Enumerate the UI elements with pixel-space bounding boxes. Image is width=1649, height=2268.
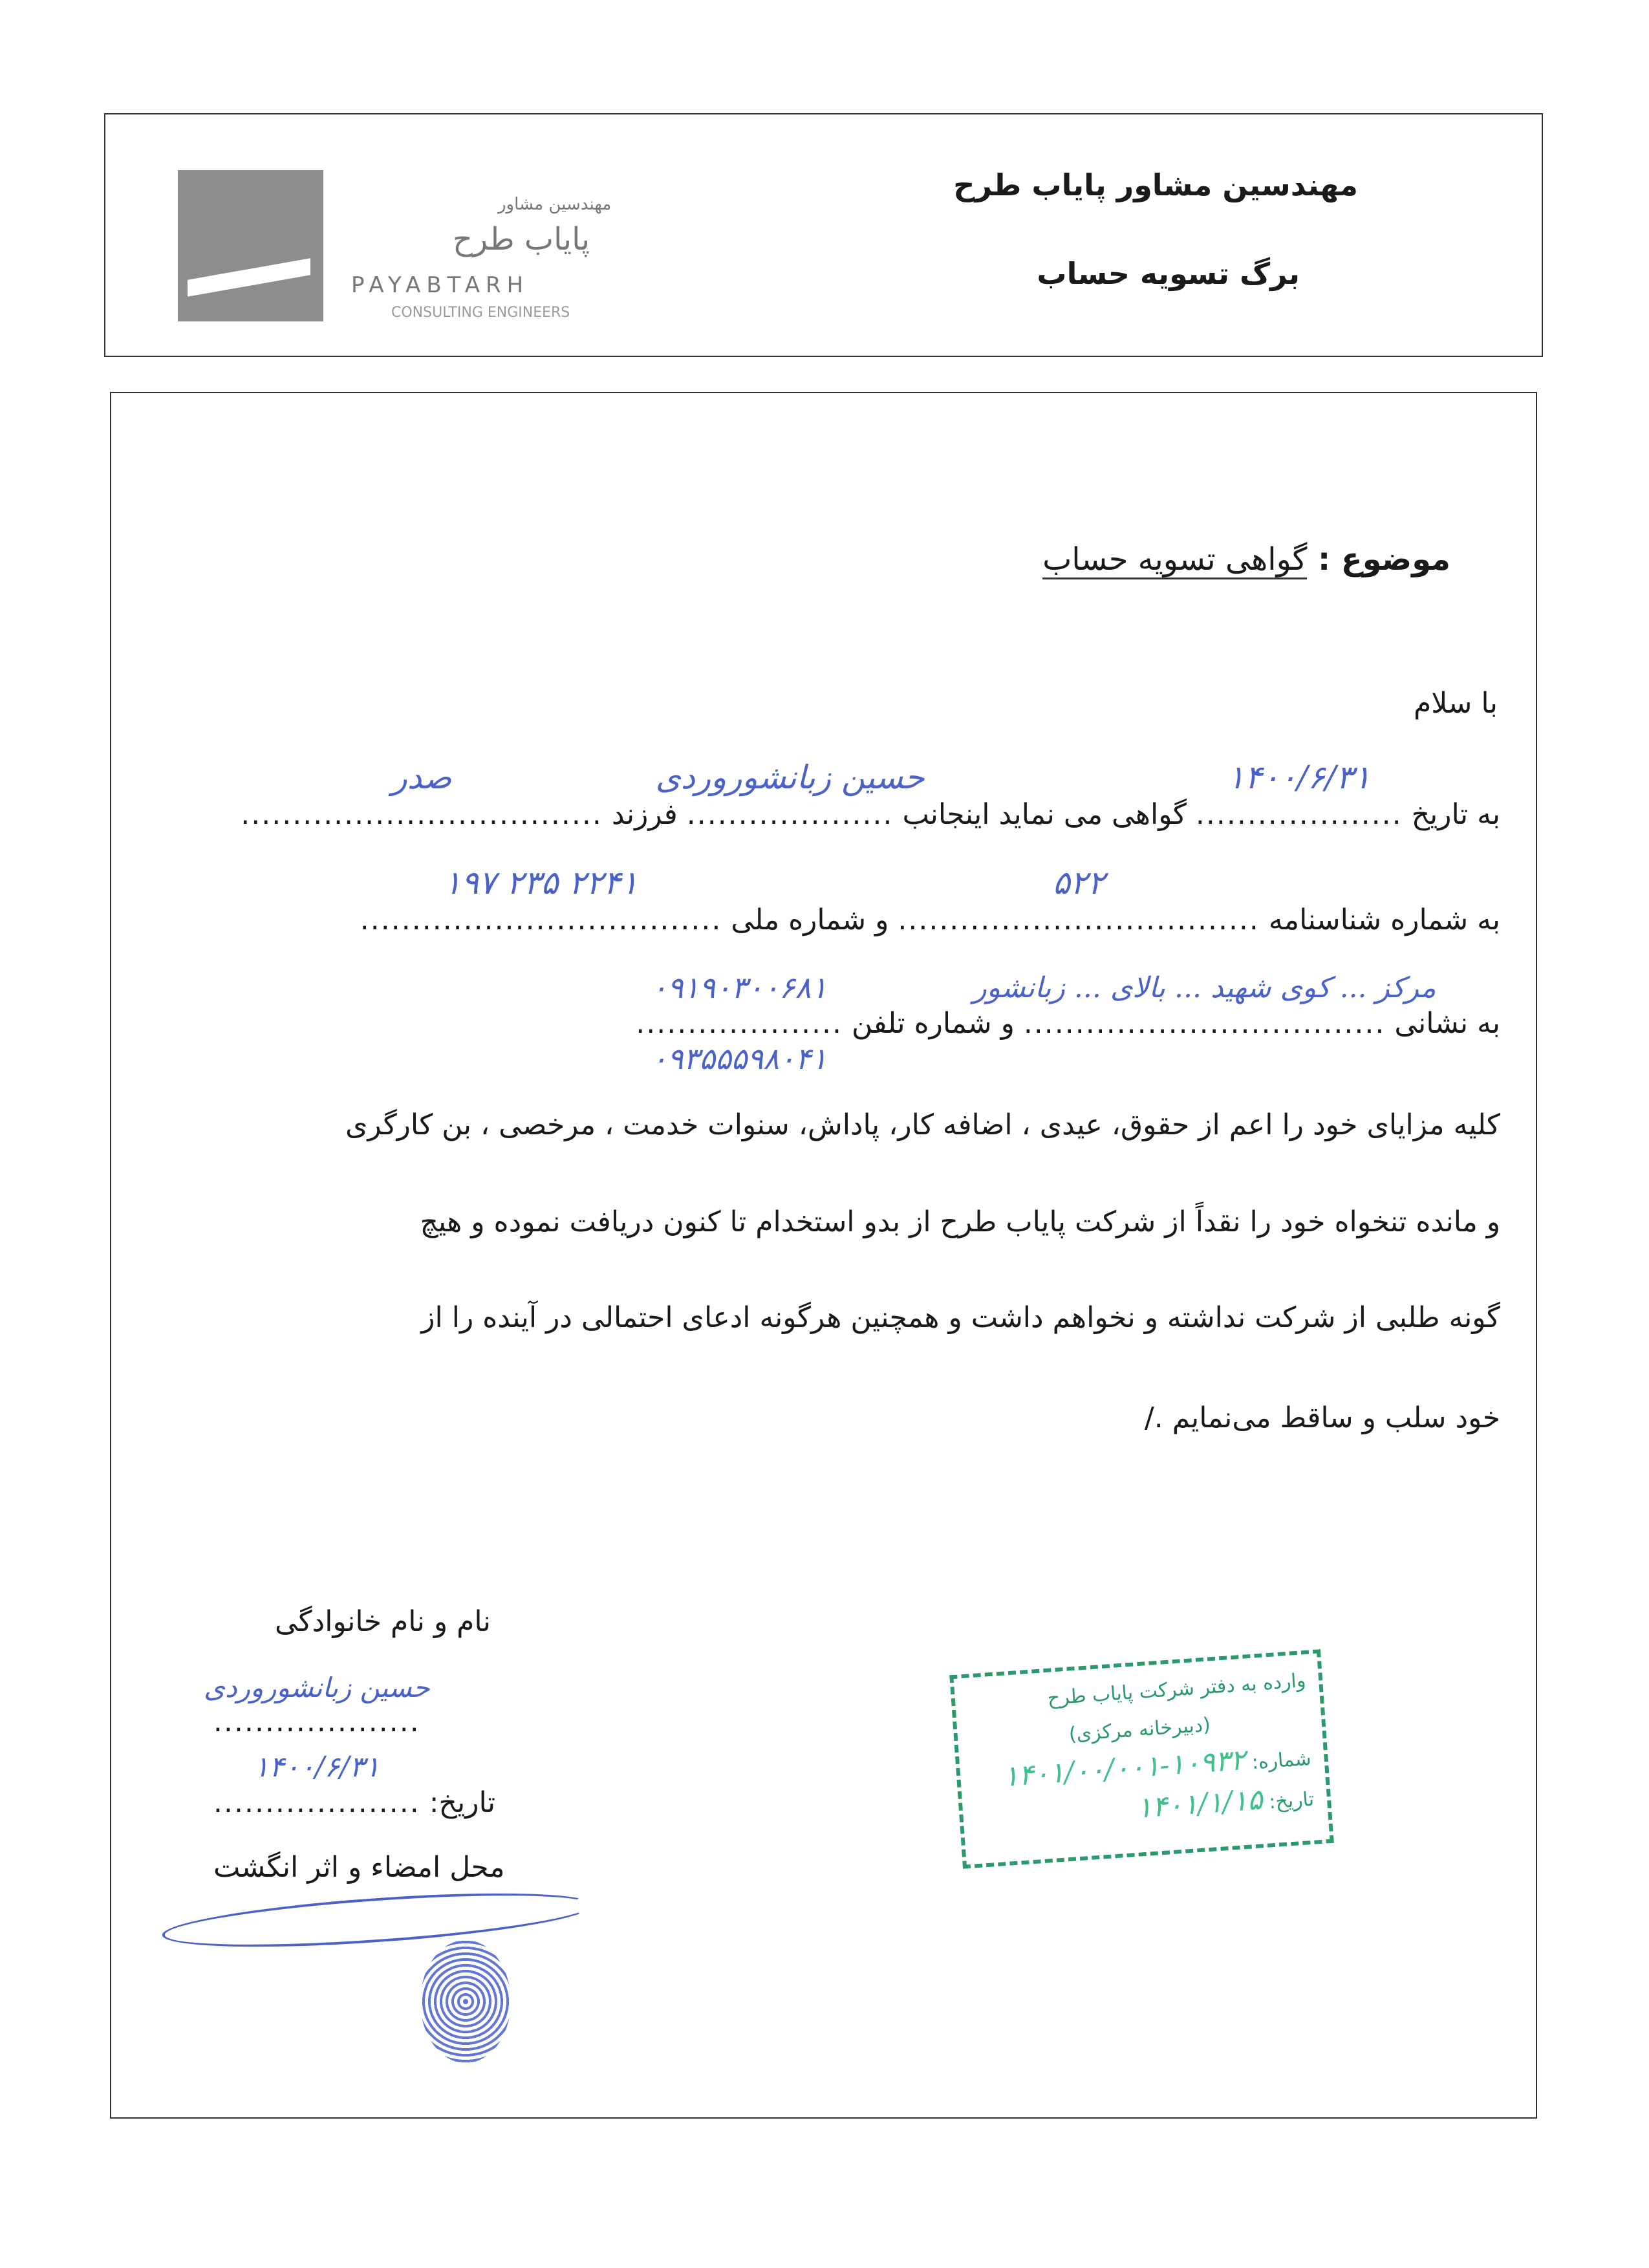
label-address: به نشانی xyxy=(1394,1007,1500,1040)
field-name: .................... xyxy=(686,798,894,831)
line-address xyxy=(636,969,1500,1076)
subject-label: موضوع : xyxy=(1318,541,1450,578)
field-date: .................... xyxy=(1195,798,1403,831)
hw-phone2: ۰۹۳۵۵۵۹۸۰۴۱ xyxy=(651,1041,828,1076)
signature-name-line xyxy=(204,1671,430,1740)
logo-en-sub: CONSULTING ENGINEERS xyxy=(391,305,570,321)
logo-fa-big: پایاب طرح xyxy=(453,221,590,257)
signature-date-line xyxy=(213,1751,496,1820)
hw-name: حسین زبانشوروردی xyxy=(655,759,925,796)
field-father-wrap xyxy=(241,759,603,832)
receipt-stamp xyxy=(949,1649,1334,1868)
logo-en-name: PAYABTARH xyxy=(351,272,530,298)
signature-sign-label: محل امضاء و اثر انگشت xyxy=(213,1851,505,1884)
hw-father: صدر xyxy=(391,759,452,796)
field-national-id: ................................... xyxy=(360,903,722,936)
field-date-wrap xyxy=(1195,759,1403,832)
paragraph-line-3: گونه طلبی از شرکت نداشته و نخواهم داشت و همچنین هرگونه ادعای احتمالی در آینده را از xyxy=(421,1301,1500,1334)
hw-date: ۱۴۰۰/۶/۳۱ xyxy=(1227,759,1371,796)
hw-phone1: ۰۹۱۹۰۳۰۰۶۸۱ xyxy=(651,969,828,1005)
signature-name-value: حسین زبانشوروردی xyxy=(204,1671,430,1703)
line-ids xyxy=(360,864,1500,938)
label-national-id: و شماره ملی xyxy=(731,903,889,936)
signature-name-label: نام و نام خانوادگی xyxy=(275,1605,491,1638)
subject-line xyxy=(1042,540,1450,579)
field-id-number: ................................... xyxy=(898,903,1260,936)
stamp-number-value: ۱۰۹۳۲-۱۴۰۱/۰۰/۰۰۱ xyxy=(1002,1743,1247,1793)
signature-name-field: .................... xyxy=(213,1705,420,1738)
field-address: ................................... xyxy=(1023,1007,1386,1040)
stamp-number-label: شماره: xyxy=(1251,1747,1312,1775)
field-phone-wrap xyxy=(636,969,843,1076)
hw-national-id: ۱۹۷ ۲۳۵ ۲۲۴۱ xyxy=(444,864,638,902)
hw-address: مرکز ... کوی شهید ... بالای ... زبانشور xyxy=(973,971,1436,1005)
company-title: مهندسین مشاور پایاب طرح xyxy=(953,167,1358,202)
field-father: ................................... xyxy=(241,798,603,831)
label-name: گواهی می نماید اینجانب xyxy=(902,798,1187,831)
signature-date-value: ۱۴۰۰/۶/۳۱ xyxy=(253,1751,380,1784)
label-id-number: به شماره شناسنامه xyxy=(1268,903,1500,936)
logo-mark xyxy=(178,170,323,321)
stamp-date-label: تاریخ: xyxy=(1268,1787,1315,1814)
field-name-wrap xyxy=(655,759,925,832)
signature-name-wrap xyxy=(204,1671,430,1740)
stamp-date-value: ۱۴۰۱/۱/۱۵ xyxy=(1136,1783,1264,1825)
logo-fa-small: مهندسین مشاور xyxy=(498,195,612,214)
paragraph-line-1: کلیه مزایای خود را اعم از حقوق، عیدی ، اضافه کار، پاداش، سنوات خدمت ، مرخصی ، بن کارگری xyxy=(345,1108,1500,1141)
signature-date-wrap xyxy=(213,1751,420,1820)
paragraph-line-4: خود سلب و ساقط می‌نمایم ./ xyxy=(1144,1401,1500,1434)
signature-date-label: تاریخ: xyxy=(429,1786,496,1819)
field-national-id-wrap xyxy=(360,864,722,938)
fingerprint xyxy=(420,1940,511,2063)
signature-date-field: .................... xyxy=(213,1786,420,1819)
hw-id-number: ۵۲۲ xyxy=(1052,864,1105,902)
paragraph-line-2: و مانده تنخواه خود را نقداً از شرکت پایاب طرح از بدو استخدام تا کنون دریافت نموده و هیچ xyxy=(420,1205,1500,1238)
stamp-line2: (دبیرخانه مرکزی) xyxy=(1068,1713,1211,1746)
line-date-name xyxy=(241,759,1500,832)
field-id-number-wrap xyxy=(898,864,1260,938)
label-date: به تاریخ xyxy=(1411,798,1500,831)
label-phone: و شماره تلفن xyxy=(852,1007,1015,1040)
greeting: با سلام xyxy=(1413,687,1498,720)
field-address-wrap xyxy=(973,971,1436,1041)
label-father: فرزند xyxy=(611,798,678,831)
field-phone: .................... xyxy=(636,1007,843,1040)
form-title: برگ تسویه حساب xyxy=(1037,256,1300,291)
subject-text: گواهی تسویه حساب xyxy=(1042,541,1307,579)
stamp-line1: وارده به دفتر شرکت پایاب طرح xyxy=(1046,1669,1307,1710)
